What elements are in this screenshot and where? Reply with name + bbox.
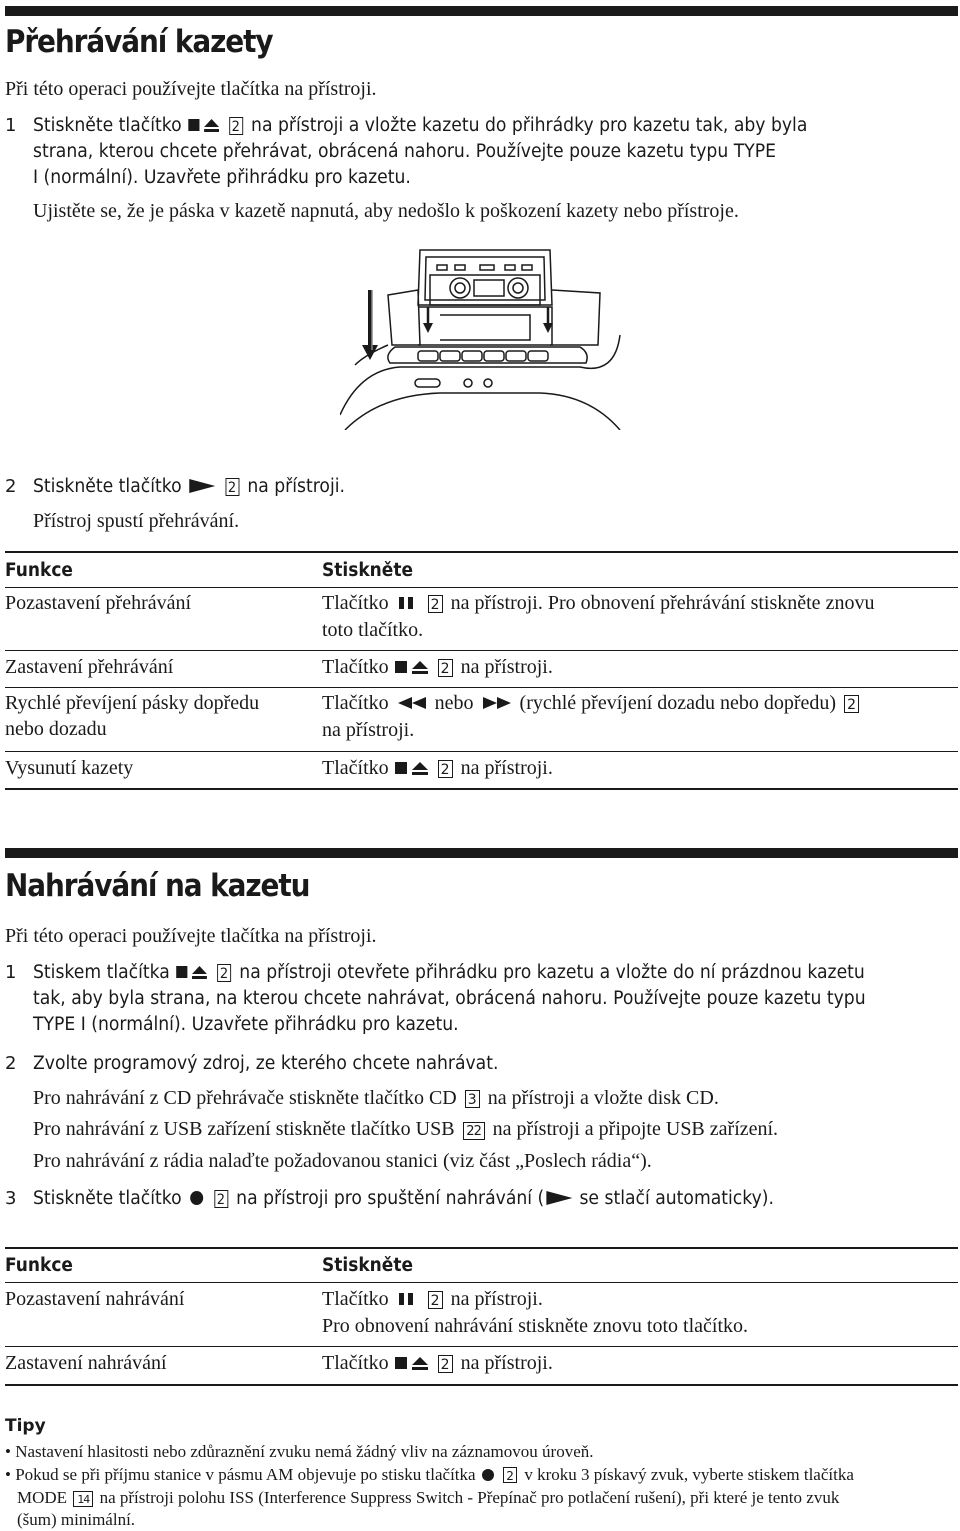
rec-step1-line3: TYPE I (normální). Uzavřete přihrádku pro kazetu. <box>33 1014 459 1035</box>
button-ref-box: 22 <box>463 1122 485 1140</box>
rec-step1-line1: Stiskem tlačítka 2 na přístroji otevřete přihrádku pro kazetu a vložte do ní prázdnou kazetu <box>33 960 865 988</box>
stop-eject-icon <box>394 757 430 783</box>
rec-step1-line2: tak, aby byla strana, na kterou chcete nahrávat, obrácená nahoru. Používejte pouze kazetu typu <box>33 988 866 1009</box>
table-header-press: Stiskněte <box>322 560 414 581</box>
tip-item-cont: (šum) minimální. <box>17 1510 136 1529</box>
table-cell-function: Zastavení přehrávání <box>5 656 174 678</box>
stop-eject-icon <box>394 1352 430 1378</box>
table-header-function: Funkce <box>5 1255 73 1276</box>
table-cell-press: Tlačítko 2 na přístroji. <box>322 755 553 783</box>
rec-step2-cd: Pro nahrávání z CD přehrávače stiskněte tlačítko CD 3 na přístroji a vložte disk CD. <box>33 1087 719 1109</box>
table-cell-press: Tlačítko 2 na přístroji. Pro obnovení přehrávání stiskněte znovu <box>322 590 874 618</box>
rec-step2-radio: Pro nahrávání z rádia nalaďte požadovanou stanici (viz část „Poslech rádia“). <box>33 1150 652 1172</box>
rec-step2-usb: Pro nahrávání z USB zařízení stiskněte tlačítko USB 22 na přístroji a připojte USB zařízení. <box>33 1118 779 1140</box>
step1-note: Ujistěte se, že je páska v kazetě napnutá, aby nedošlo k poškození kazety nebo přístroje. <box>33 200 739 222</box>
tip-item: • Pokud se při příjmu stanice v pásmu AM objevuje po stisku tlačítka 2 v kroku 3 pískavý zvuk, vyberte stiskem tlačítka <box>5 1463 854 1488</box>
table-cell-press: Tlačítko nebo (rychlé převíjení dozadu nebo dopředu) 2 <box>322 690 862 718</box>
table-rule <box>5 1346 958 1347</box>
rewind-icon <box>394 692 430 718</box>
table-rule <box>5 1247 958 1249</box>
table-cell-function: Pozastavení přehrávání <box>5 592 192 614</box>
tips-heading: Tipy <box>5 1416 46 1436</box>
button-ref-box: 2 <box>503 1467 517 1483</box>
button-ref-box: 2 <box>844 695 859 713</box>
section-title-recording: Nahrávání na kazetu <box>5 868 310 904</box>
step-number: 1 <box>5 115 17 136</box>
table-cell-press: Tlačítko 2 na přístroji. <box>322 654 553 682</box>
table-cell-press: Tlačítko 2 na přístroji. <box>322 1286 543 1314</box>
stop-eject-icon <box>394 656 430 682</box>
stop-eject-icon <box>187 115 220 141</box>
table-rule <box>5 788 958 790</box>
rec-step3-line1: Stiskněte tlačítko 2 na přístroji pro spuštění nahrávání ( se stlačí automaticky). <box>33 1186 774 1214</box>
cassette-illustration <box>340 245 625 430</box>
step-number: 3 <box>5 1188 17 1209</box>
table-cell-press-cont: Pro obnovení nahrávání stiskněte znovu toto tlačítko. <box>322 1315 749 1337</box>
record-icon <box>480 1465 496 1488</box>
table-rule <box>5 551 958 553</box>
button-ref-box: 2 <box>438 659 453 677</box>
button-ref-box: 2 <box>214 1190 228 1208</box>
section-bar-top <box>5 848 958 858</box>
step1-line3: I (normální). Uzavřete přihrádku pro kazetu. <box>33 167 411 188</box>
table-rule <box>5 751 958 752</box>
button-ref-box: 2 <box>217 964 231 982</box>
pause-icon <box>394 1288 420 1314</box>
button-ref-box: 3 <box>465 1090 480 1108</box>
tip-item-cont: MODE 14 na přístroji polohu ISS (Interference Suppress Switch - Přepínač pro potlačení rušení), při které je tento zvuk <box>17 1488 840 1507</box>
table-header-press: Stiskněte <box>322 1255 414 1276</box>
section-title-playback: Přehrávání kazety <box>5 24 273 60</box>
play-icon <box>187 476 217 502</box>
step1-line2: strana, kterou chcete přehrávat, obrácená nahoru. Používejte pouze kazetu typu TYPE <box>33 141 776 162</box>
step-number: 2 <box>5 476 17 497</box>
table-cell-press: Tlačítko 2 na přístroji. <box>322 1350 553 1378</box>
button-ref-box: 2 <box>225 478 239 496</box>
step1-line1: Stiskněte tlačítko 2 na přístroji a vložte kazetu do přihrádky pro kazetu tak, aby byla <box>33 113 807 141</box>
intro-recording: Při této operaci používejte tlačítka na přístroji. <box>5 925 377 947</box>
step2-line1: Stiskněte tlačítko 2 na přístroji. <box>33 474 345 502</box>
tip-item: • Nastavení hlasitosti nebo zdůraznění zvuku nemá žádný vliv na záznamovou úroveň. <box>5 1442 594 1461</box>
step-number: 1 <box>5 962 17 983</box>
rec-step2-line1: Zvolte programový zdroj, ze kterého chcete nahrávat. <box>33 1053 499 1074</box>
table-cell-function-cont: nebo dozadu <box>5 718 107 740</box>
button-ref-box: 2 <box>428 1291 443 1309</box>
table-cell-press-cont: na přístroji. <box>322 719 415 741</box>
button-ref-box: 2 <box>438 1355 453 1373</box>
button-ref-box: 2 <box>438 760 453 778</box>
table-rule <box>5 587 958 588</box>
table-rule <box>5 650 958 651</box>
play-icon <box>544 1188 574 1214</box>
table-rule <box>5 1384 958 1386</box>
intro-playback: Při této operaci používejte tlačítka na přístroji. <box>5 78 377 100</box>
pause-icon <box>394 592 420 618</box>
stop-eject-icon <box>175 962 208 988</box>
button-ref-box: 14 <box>73 1491 93 1507</box>
record-icon <box>187 1188 206 1214</box>
table-cell-function: Rychlé převíjení pásky dopředu <box>5 692 260 714</box>
fast-forward-icon <box>479 692 515 718</box>
table-rule <box>5 1282 958 1283</box>
step2-note: Přístroj spustí přehrávání. <box>33 510 240 532</box>
button-ref-box: 2 <box>428 595 443 613</box>
table-header-function: Funkce <box>5 560 73 581</box>
table-cell-function: Pozastavení nahrávání <box>5 1288 185 1310</box>
section-bar-top <box>5 6 958 16</box>
table-cell-press-cont: toto tlačítko. <box>322 619 424 641</box>
step-number: 2 <box>5 1053 17 1074</box>
table-cell-function: Vysunutí kazety <box>5 757 134 779</box>
table-cell-function: Zastavení nahrávání <box>5 1352 167 1374</box>
table-rule <box>5 687 958 688</box>
button-ref-box: 2 <box>229 117 243 135</box>
